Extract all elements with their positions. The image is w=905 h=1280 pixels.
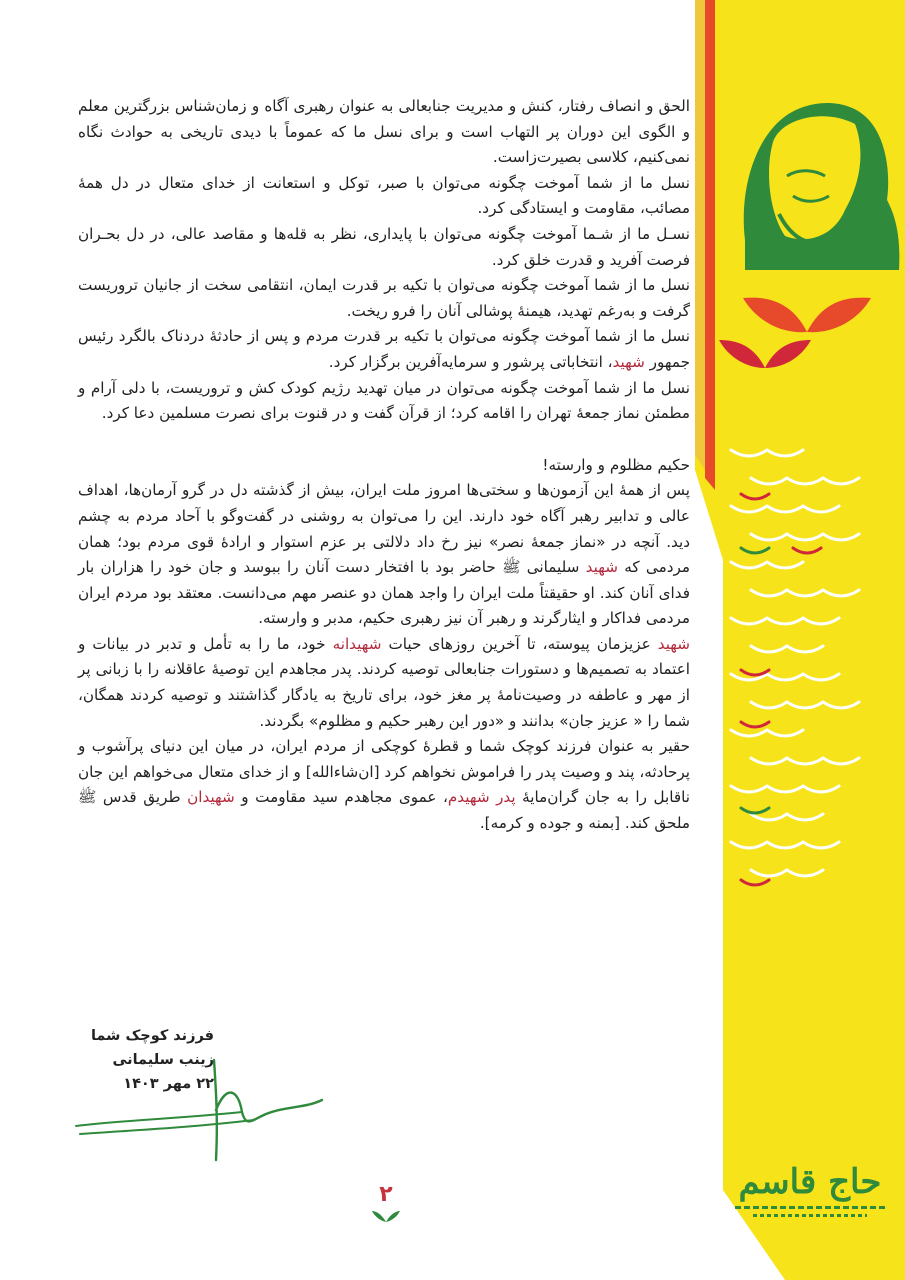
highlighted-word: شهید — [657, 634, 690, 653]
letter-paragraph — [78, 734, 690, 836]
handwritten-signature — [66, 1050, 326, 1170]
logo-underline — [735, 1206, 885, 1209]
paragraph-text: سلیمانی ﷺ حاضر بود با افتخار دست آنان را ببوسد و جان خود را هزاران بار فدای آنان کند. او حقیقتاً ملت ایران را واجد همان دو عنصر مهم می‌دانست. معتقد بود مردم ایران مردمی فداکار و ایثارگرند و رهبر آن نیز رهبری حکیم، مدبر و وارسته. — [78, 558, 690, 628]
paragraph-text: نسل ما از شما آموخت چگونه می‌توان با تکیه بر قدرت ایمان، انتقامی سخت از جانیان تروریست گرفت و به‌رغم تهدید، هیمنهٔ پوشالی آنان را فرو ریخت. — [78, 276, 690, 320]
letter-paragraph — [78, 94, 690, 171]
letter-paragraph — [78, 171, 690, 222]
paragraph-text: نسـل ما از شـما آموخت چگونه می‌توان با پایداری، نظر به قله‌ها و مقاصد عالی، در دل بحـران فرصت آفرید و قدرت خلق کرد. — [78, 224, 690, 269]
letter-paragraph — [78, 273, 690, 324]
leaf-ornament-icon — [371, 1207, 401, 1223]
paragraph-text: پس از همهٔ این آزمون‌ها و سختی‌ها امروز ملت ایران، بیش از گذشته دل در گرو آرمان‌ها، اهداف عالی و تدابیر رهبر آگاه خود دارند. این را می‌توان به روشنی در گفت‌وگو با آحاد مردم به چشم دید. آنچه در «نماز جمعهٔ نصر» نیز رخ داد دلالتی بر عزم استوار و ارادهٔ قوی مردم بود؛ همان مردمی که — [78, 481, 690, 577]
paragraph-text: طریق قدس ﷺ ملحق کند. [بمنه و جوده و کرمه]. — [78, 788, 690, 833]
letter-paragraph — [78, 376, 690, 427]
letter-paragraph — [78, 632, 690, 734]
paragraph-text: حقیر به عنوان فرزند کوچک شما و قطرهٔ کوچکی از مردم ایران، در میان این دنیای پرآشوب و پرحادثه، پند و وصیت پدر را فراموش نخواهم کرد [ان‌شاءالله] و از خدای متعال می‌خواهم این جان ناقابل را به جان گران‌مایهٔ — [78, 737, 690, 807]
brand-logo-text: حاج قاسم — [738, 1162, 882, 1202]
letter-paragraph — [78, 478, 690, 632]
highlighted-word: پدر شهیدم — [447, 788, 516, 807]
signature-line-1: فرزند کوچک شما — [90, 1028, 214, 1044]
page-number: ۲ — [379, 1182, 393, 1207]
letter-paragraph — [78, 324, 690, 375]
paragraph-text: نسل ما از شما آموخت چگونه می‌توان با صبر، توکل و استعانت از خدای متعال در دل همهٔ مصائب، مقاومت و ایستادگی کرد. — [78, 173, 690, 218]
brand-logo — [735, 1160, 885, 1230]
decorative-side-band — [695, 0, 905, 1280]
paragraph-text: نسل ما از شما آموخت چگونه می‌توان در میان تهدید رژیم کودک کش و تروریست، با دلی آرام و مطمئن نماز جمعهٔ تهران را اقامه کرد؛ از قرآن گفت و در قنوت برای نصرت مسلمین دعا کرد. — [78, 378, 690, 423]
letter-paragraph — [78, 222, 690, 273]
paragraph-text: حکیم مظلوم و وارسته! — [542, 455, 690, 474]
paragraph-text: ، انتخاباتی پرشور و سرمایه‌آفرین برگزار کرد. — [328, 352, 613, 371]
paragraph-text: نسل ما از شما آموخت چگونه می‌توان با تکیه بر قدرت مردم و پس از حادثهٔ دردناک بالگرد رئیس جمهور — [78, 327, 690, 371]
highlighted-word: شهیدانه — [332, 634, 382, 653]
highlighted-word: شهیدان — [187, 788, 235, 807]
paragraph-gap — [78, 427, 690, 453]
letter-paragraph — [78, 453, 690, 479]
signature-date: ۲۲ مهر ۱۴۰۳ — [123, 1076, 214, 1092]
paragraph-text: عزیزمان پیوسته، تا آخرین روزهای حیات — [381, 634, 658, 653]
paragraph-text: الحق و انصاف رفتار، کنش و مدیریت جنابعالی به عنوان رهبری آگاه و زمان‌شناس بزرگترین معلم و الگوی این دوران پر التهاب است و برای نسل ما که عموماً با دیدی تاریخی به حوادث نگاه نمی‌کنیم، کلاسی بصیرت‌زاست. — [78, 97, 690, 167]
highlighted-word: شهید — [585, 558, 618, 577]
logo-underline-small — [753, 1214, 867, 1217]
highlighted-word: شهید — [612, 352, 645, 371]
paragraph-text: ، عموی مجاهدم سید مقاومت و — [234, 788, 448, 807]
signature-name: زینب سلیمانی — [112, 1052, 214, 1068]
page-footer — [366, 1183, 406, 1223]
paragraph-text: خود، ما را به تأمل و تدبر در بیانات و اعتماد به تصمیم‌ها و دستورات جنابعالی توصیه کردند. پدر مجاهدم این توصیهٔ عاقلانه را با زبانی پر از مهر و عاطفه در وصیت‌نامهٔ پر مغز خود، برای تاریخ به یادگار گذاشتند و توصیه کردند همگان، شما را « عزیز جان» بدانند و «دور این رهبر حکیم و مظلوم» بگردند. — [78, 634, 690, 730]
letter-body — [78, 94, 690, 837]
